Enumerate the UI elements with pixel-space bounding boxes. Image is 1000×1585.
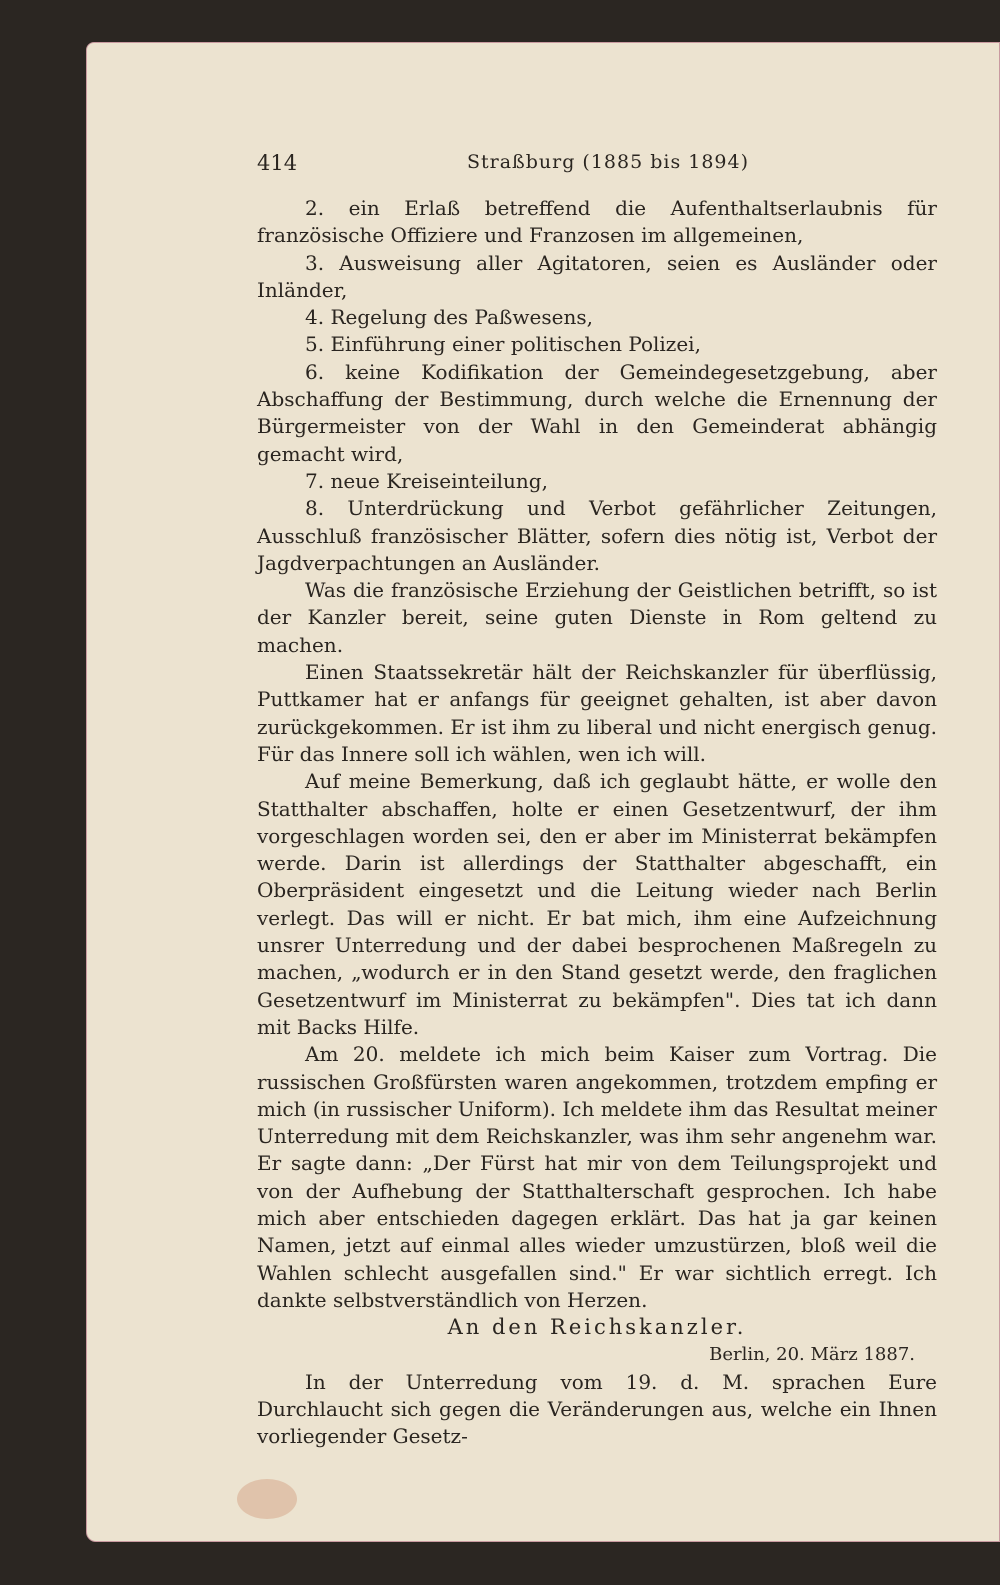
paragraph-kaiser: Am 20. meldete ich mich beim Kaiser zum Vortrag. Die russischen Großfürsten waren angekommen, trotzdem empfing er mich (in russischer Uniform). Ich meldete ihm das Resultat meiner Unterredung mit dem Reichskanzler, was ihm sehr angenehm war. Er sagte dann: „Der Fürst hat mir von dem Teilungsprojekt und von der Aufhebung der Statthalterschaft gesprochen. Ich habe mich aber entschieden dagegen erklärt. Das hat ja gar keinen Namen, jetzt auf einmal alles wieder umzustürzen, bloß weil die Wahlen schlecht ausgefallen sind." Er war sichtlich erregt. Ich dankte selbstverständlich von Herzen. [257, 1042, 937, 1312]
list-item-4: 4. Regelung des Paßwesens, [305, 305, 593, 330]
section-title: An den Reichskanzler. [447, 1315, 747, 1340]
paragraph-letter: In der Unterredung vom 19. d. M. sprachen Eure Durchlaucht sich gegen die Veränderungen aus, welche ein Ihnen vorliegender Gesetz- [257, 1369, 937, 1449]
page-header [257, 151, 919, 181]
dateline: Berlin, 20. März 1887. [709, 1344, 915, 1366]
list-item-7: 7. neue Kreiseinteilung, [305, 468, 548, 493]
page-number: 414 [257, 151, 298, 175]
list-item-3: 3. Ausweisung aller Agitatoren, seien es Ausländer oder Inländer, [257, 250, 937, 302]
list-item-8: 8. Unterdrückung und Verbot gefährlicher Zeitungen, Ausschluß französischer Blätter, sofern dies nötig ist, Verbot der Jagdverpachtungen an Ausländer. [257, 496, 937, 575]
paper-stain [237, 1479, 297, 1519]
paragraph-bemerkung: Auf meine Bemerkung, daß ich geglaubt hätte, er wolle den Statthalter abschaffen, holte er einen Gesetzentwurf, der ihm vorgeschlagen worden sei, den er aber im Ministerrat bekämpfen werde. Darin ist allerdings der Statthalter abgeschafft, ein Oberpräsident eingesetzt und die Leitung wieder nach Berlin verlegt. Das will er nicht. Er bat mich, ihm eine Aufzeichnung unsrer Unterredung und der dabei besprochenen Maßregeln zu machen, „wodurch er in den Stand gesetzt werde, den fraglichen Gesetzentwurf im Ministerrat zu bekämpfen". Dies tat ich dann mit Backs Hilfe. [257, 769, 937, 1039]
paragraph-staatssekretaer: Einen Staatssekretär hält der Reichskanzler für überflüssig, Puttkamer hat er anfangs für geeignet gehalten, ist aber davon zurückgekommen. Er ist ihm zu liberal und nicht energisch genug. Für das Innere soll ich wählen, wen ich will. [257, 660, 937, 766]
list-item-5: 5. Einführung einer politischen Polizei, [305, 332, 701, 357]
list-item-2: 2. ein Erlaß betreffend die Aufenthaltserlaubnis für französische Offiziere und Franzosen im allgemeinen, [257, 196, 937, 248]
book-page [86, 42, 1000, 1542]
running-head: Straßburg (1885 bis 1894) [466, 151, 750, 173]
list-item-6: 6. keine Kodifikation der Gemeindegesetzgebung, aber Abschaffung der Bestimmung, durch welche die Ernennung der Bürgermeister von der Wahl in den Gemeinderat abhängig gemacht wird, [257, 359, 937, 466]
paragraph-erziehung: Was die französische Erziehung der Geistlichen betrifft, so ist der Kanzler bereit, seine guten Dienste in Rom geltend zu machen. [257, 578, 937, 657]
page-body [257, 195, 937, 1451]
